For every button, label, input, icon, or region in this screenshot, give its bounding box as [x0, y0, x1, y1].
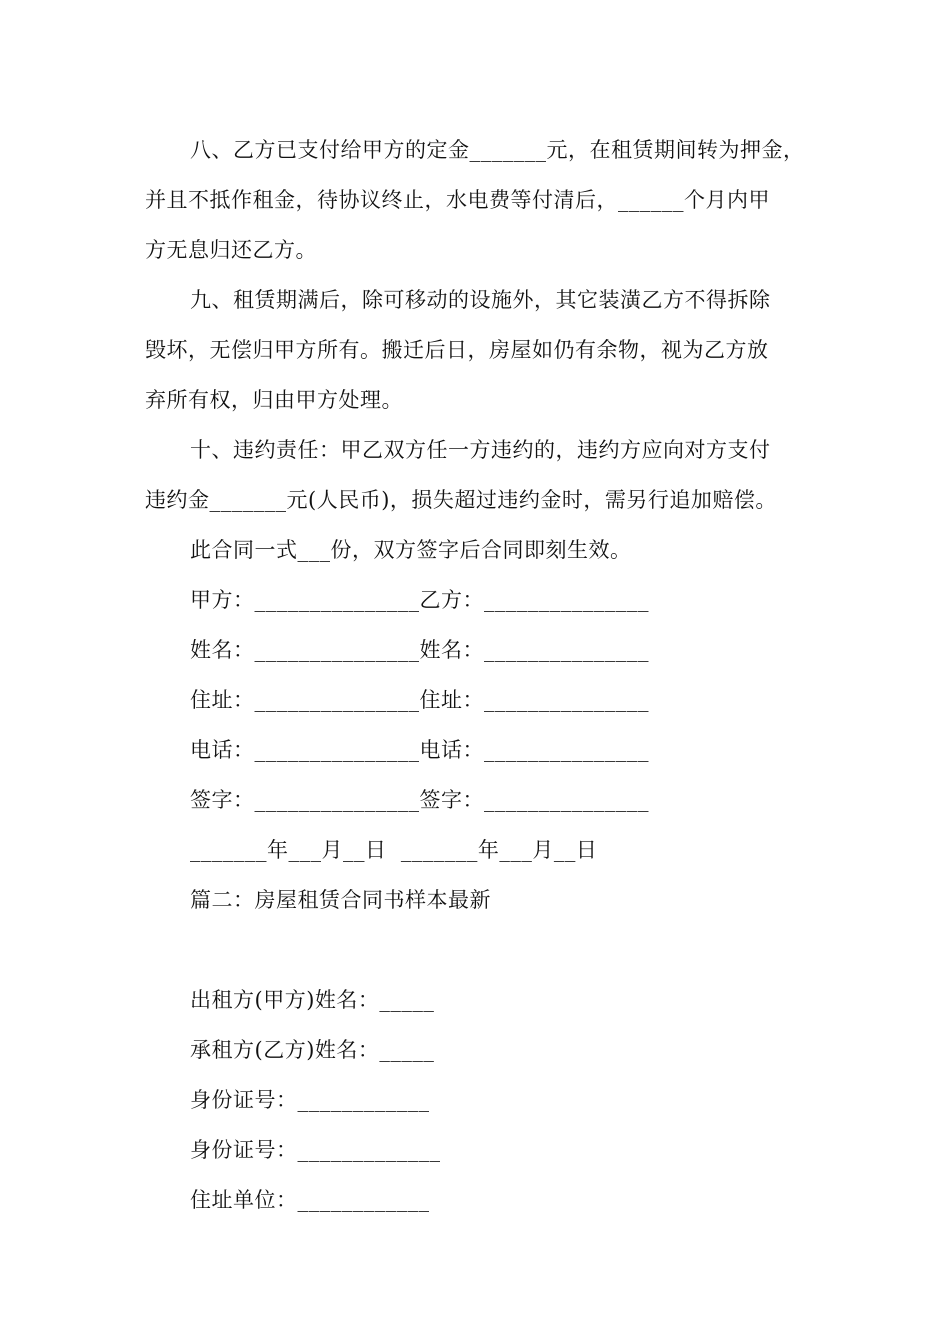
- lessee-name-field: 承租方(乙方)姓名：_____: [190, 1038, 435, 1062]
- clause-8-line-1: 八、乙方已支付给甲方的定金_______元，在租赁期间转为押金，: [190, 138, 805, 162]
- signature-date-row: _______年___月__日 _______年___月__日: [190, 838, 598, 862]
- signature-name-row: 姓名：_______________姓名：_______________: [190, 638, 649, 662]
- signature-party-row: 甲方：_______________乙方：_______________: [190, 588, 649, 612]
- signature-sign-row: 签字：_______________签字：_______________: [190, 788, 649, 812]
- clause-8-line-3: 方无息归还乙方。: [145, 238, 317, 262]
- id-number-field-1: 身份证号：____________: [190, 1088, 430, 1112]
- clause-8-line-2: 并且不抵作租金，待协议终止，水电费等付清后，______个月内甲: [145, 188, 770, 212]
- signature-phone-row: 电话：_______________电话：_______________: [190, 738, 649, 762]
- clause-9-line-2: 毁坏，无偿归甲方所有。搬迁后日，房屋如仍有余物，视为乙方放: [145, 338, 769, 362]
- signature-address-row: 住址：_______________住址：_______________: [190, 688, 649, 712]
- lessor-name-field: 出租方(甲方)姓名：_____: [190, 988, 435, 1012]
- copies-statement: 此合同一式___份，双方签字后合同即刻生效。: [190, 538, 632, 562]
- section-2-heading: 篇二：房屋租赁合同书样本最新: [190, 888, 491, 912]
- clause-10-line-1: 十、违约责任：甲乙双方任一方违约的，违约方应向对方支付: [190, 438, 771, 462]
- clause-10-line-2: 违约金_______元(人民币)，损失超过违约金时，需另行追加赔偿。: [145, 488, 777, 512]
- clause-9-line-1: 九、租赁期满后，除可移动的设施外，其它装潢乙方不得拆除: [190, 288, 771, 312]
- address-unit-field: 住址单位：____________: [190, 1188, 430, 1212]
- id-number-field-2: 身份证号：_____________: [190, 1138, 441, 1162]
- clause-9-line-3: 弃所有权，归由甲方处理。: [145, 388, 403, 412]
